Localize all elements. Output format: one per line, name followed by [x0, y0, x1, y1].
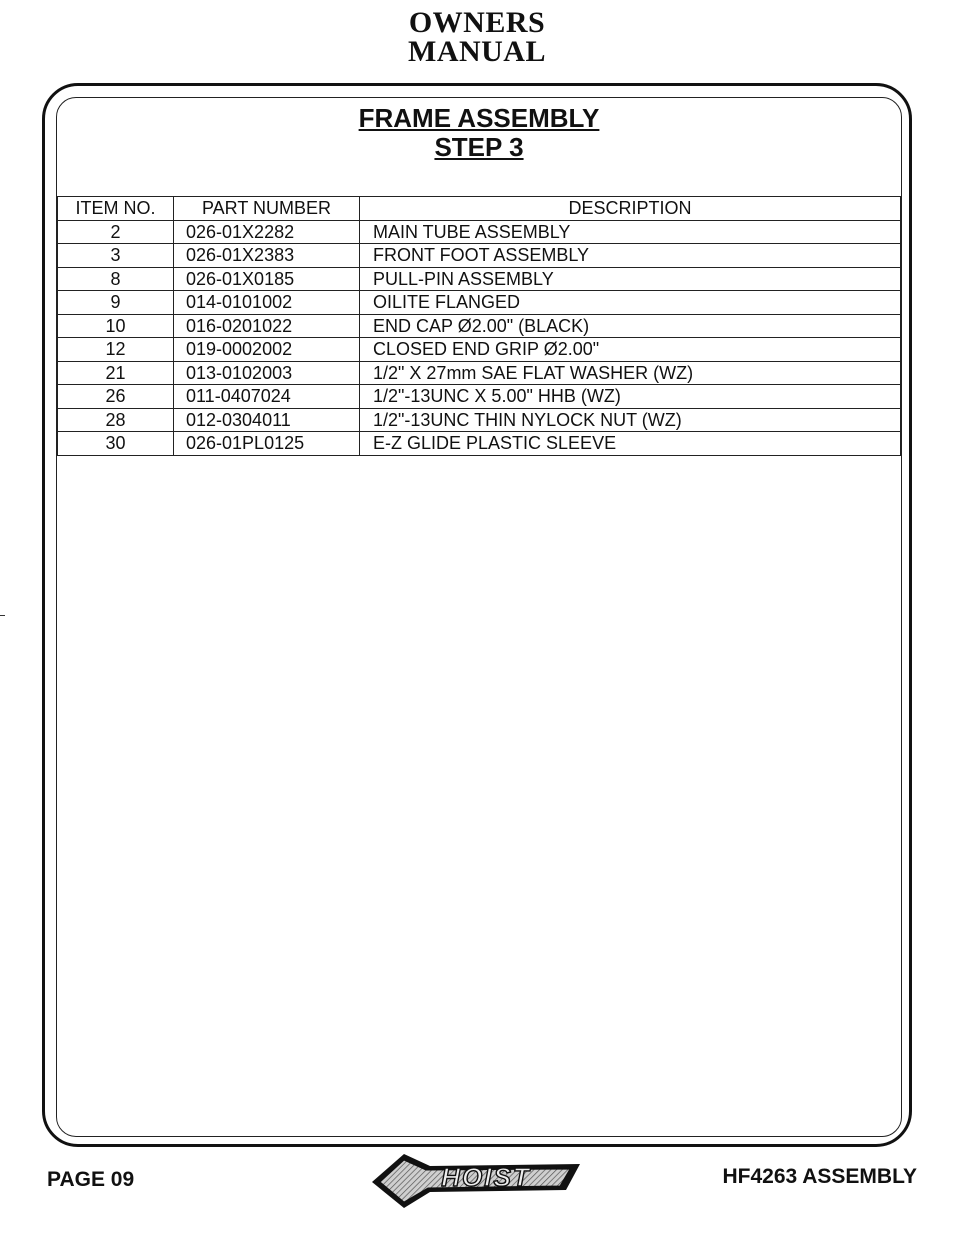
item-no-cell: 30 — [58, 432, 174, 456]
table-row — [58, 361, 901, 385]
description-cell: 1/2" X 27mm SAE FLAT WASHER (WZ) — [360, 361, 901, 385]
table-row — [58, 267, 901, 291]
part-number-cell: 012-0304011 — [174, 408, 360, 432]
description-cell: END CAP Ø2.00" (BLACK) — [360, 314, 901, 338]
part-number-cell: 026-01X2282 — [174, 220, 360, 244]
description-cell: CLOSED END GRIP Ø2.00" — [360, 338, 901, 362]
table-row — [58, 338, 901, 362]
section-step-text: STEP 3 — [434, 132, 524, 162]
part-number-cell: 016-0201022 — [174, 314, 360, 338]
manual-title-line2: MANUAL — [408, 35, 546, 68]
header-part-number: PART NUMBER — [174, 197, 360, 221]
parts-table — [57, 196, 901, 456]
item-no-cell: 9 — [58, 291, 174, 315]
page-number: PAGE 09 — [47, 1168, 135, 1191]
margin-mark — [0, 615, 5, 616]
part-number-cell: 014-0101002 — [174, 291, 360, 315]
description-cell: 1/2"-13UNC X 5.00" HHB (WZ) — [360, 385, 901, 409]
table-row — [58, 314, 901, 338]
part-number-cell: 026-01PL0125 — [174, 432, 360, 456]
item-no-cell: 3 — [58, 244, 174, 268]
item-no-cell: 10 — [58, 314, 174, 338]
description-cell: MAIN TUBE ASSEMBLY — [360, 220, 901, 244]
part-number-cell: 013-0102003 — [174, 361, 360, 385]
section-title-text: FRAME ASSEMBLY — [358, 103, 600, 133]
part-number-cell: 019-0002002 — [174, 338, 360, 362]
manual-title-line1: OWNERS — [408, 6, 546, 39]
description-cell: FRONT FOOT ASSEMBLY — [360, 244, 901, 268]
table-row — [58, 291, 901, 315]
description-cell: 1/2"-13UNC THIN NYLOCK NUT (WZ) — [360, 408, 901, 432]
item-no-cell: 8 — [58, 267, 174, 291]
table-row — [58, 220, 901, 244]
hoist-logo — [370, 1152, 585, 1210]
item-no-cell: 12 — [58, 338, 174, 362]
manual-title — [0, 8, 954, 66]
description-cell: E-Z GLIDE PLASTIC SLEEVE — [360, 432, 901, 456]
description-cell: OILITE FLANGED — [360, 291, 901, 315]
table-row — [58, 244, 901, 268]
part-number-cell: 011-0407024 — [174, 385, 360, 409]
description-cell: PULL-PIN ASSEMBLY — [360, 267, 901, 291]
logo-text: HOIST — [441, 1162, 531, 1192]
header-description: DESCRIPTION — [360, 197, 901, 221]
part-number-cell: 026-01X2383 — [174, 244, 360, 268]
table-row — [58, 408, 901, 432]
item-no-cell: 28 — [58, 408, 174, 432]
header-item-no: ITEM NO. — [58, 197, 174, 221]
parts-table-header-row — [58, 197, 901, 221]
item-no-cell: 21 — [58, 361, 174, 385]
part-number-cell: 026-01X0185 — [174, 267, 360, 291]
section-title — [56, 104, 902, 162]
table-row — [58, 432, 901, 456]
table-row — [58, 385, 901, 409]
item-no-cell: 26 — [58, 385, 174, 409]
item-no-cell: 2 — [58, 220, 174, 244]
document-id: HF4263 ASSEMBLY — [722, 1165, 917, 1188]
